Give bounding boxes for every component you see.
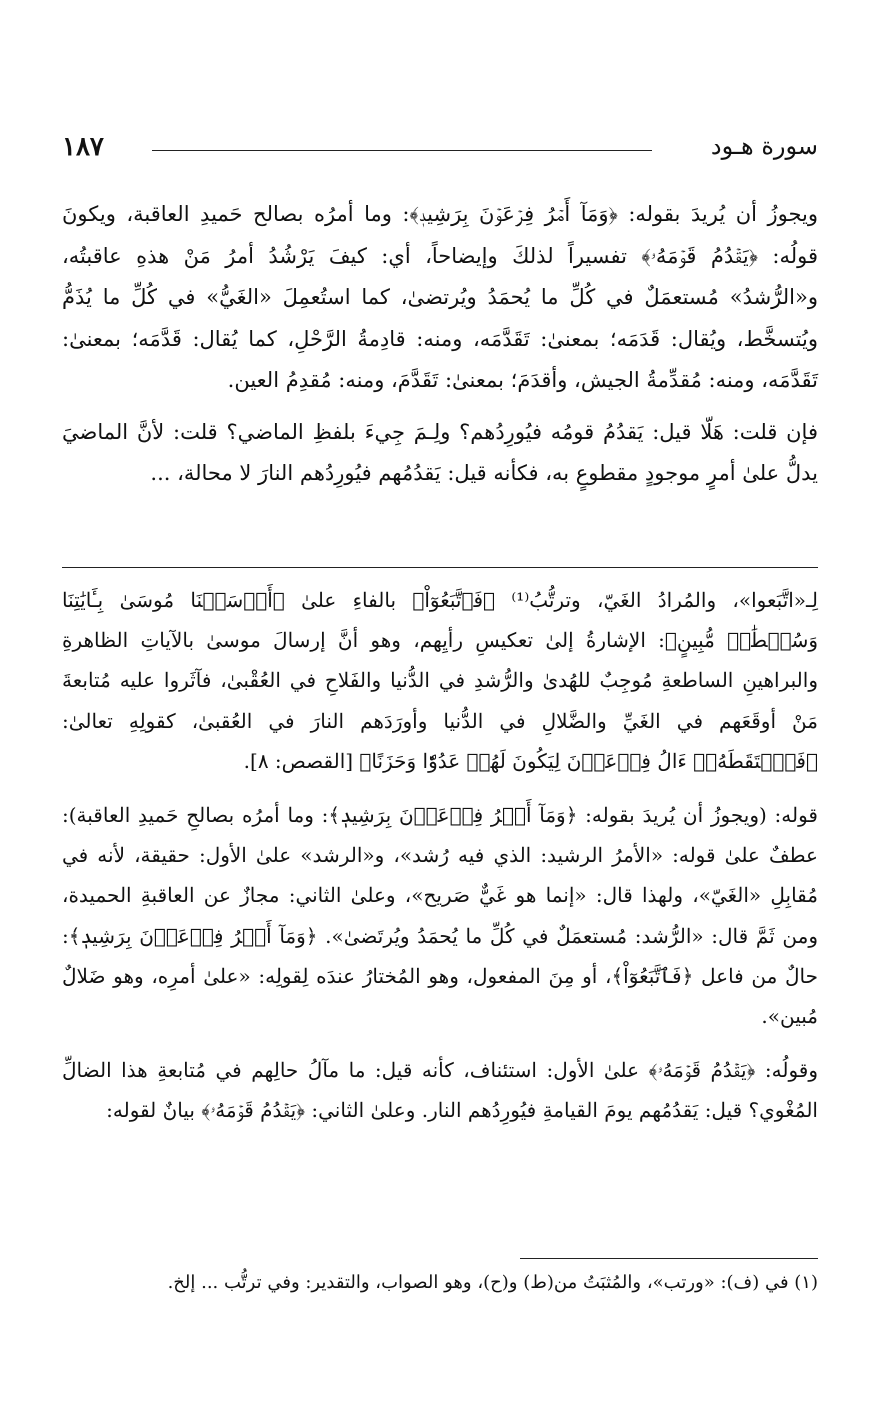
main-divider xyxy=(62,567,818,568)
commentary-paragraph-3: وقولُه: ﴿يَقۡدُمُ قَوۡمَهُۥ﴾ علىٰ الأول: استئناف، كأنه قيل: ما مآلُ حالِهم في مُتابعةِ هذا الضالِّ المُغْوي؟ قيل: يَقدُمُهم يومَ القيامةِ فيُورِدُهم النار. وعلىٰ الثاني: ﴿يَقۡدُمُ قَوۡمَهُۥ﴾ بيانٌ لقوله: xyxy=(62,1058,818,1123)
main-paragraph-1: ويجوزُ أن يُريدَ بقوله: ﴿وَمَآ أَمۡرُ فِرۡعَوۡنَ بِرَشِيدٖ﴾: وما أمرُه بصالح حَميدِ العاقبة، ويكونَ قولُه: ﴿يَقۡدُمُ قَوۡمَهُۥ﴾ تفسيراً لذلكَ وإيضاحاً، أي: كيفَ يَرْشُدُ أمرُ مَنْ هذهِ عاقبتُه، و«الرُّشدُ» مُستعمَلٌ في كُلِّ ما يُحمَدُ ويُرتضىٰ، كما استُعمِلَ «الغَيُّ» في كُلِّ ما يُذَمُّ ويُتسخَّط، ويُقال: قَدَمَه؛ بمعنىٰ: تَقَدَّمَه، ومنه: قادِمةُ الرَّحْلِ، كما يُقال: قَدَّمَه؛ بمعنىٰ: تَقَدَّمَه، ومنه: مُقدِّمةُ الجيش، وأقدَمَ؛ بمعنىٰ: تَقَدَّمَ، ومنه: مُقدِمُ العين. xyxy=(62,202,818,392)
header-rule xyxy=(152,150,652,151)
main-paragraph-2: فإن قلت: هَلّا قيل: يَقدُمُ قومُه فيُورِدُهم؟ ولِـمَ جِيءَ بلفظِ الماضي؟ قلت: لأنَّ الماضيَ يدلُّ علىٰ أمرٍ موجودٍ مقطوعٍ به، فكأنه قيل: يَقدُمُهم فيُورِدُهم النارَ لا محالة، ... xyxy=(62,419,818,485)
commentary-paragraph-2: قوله: (ويجوزُ أن يُريدَ بقوله: ﴿وَمَآ أَمۡرُ فِرۡعَوۡنَ بِرَشِيدٖ﴾: وما أمرُه بصالحِ حَميدِ العاقبة): عطفٌ علىٰ قوله: «الأمرُ الرشيد: الذي فيه رُشد»، و«الرشد» علىٰ الأول: حقيقة، لأنه في مُقابِلِ «الغَيّ»، ولهذا قال: «إنما هو غَيٌّ صَريح»، وعلىٰ الثاني: مجازٌ عن العاقبةِ الحميدة، ومن ثَمَّ قال: «الرُّشد: مُستعمَلٌ في كُلِّ ما يُحمَدُ ويُرتَضىٰ». ﴿وَمَآ أَمۡرُ فِرۡعَوۡنَ بِرَشِيدٖ﴾: حالٌ من فاعل ﴿فَٱتَّبَعُوٓاْ﴾، أو مِنَ المفعول، وهو المُختارُ عندَه لِقولِه: «علىٰ أمرِه، وهو ضَلالٌ مُبين». xyxy=(62,803,818,1029)
surah-title: سورة هـود xyxy=(710,132,818,160)
footnote xyxy=(62,1268,818,1298)
page-number: ١٨٧ xyxy=(62,132,104,162)
commentary-text xyxy=(62,580,818,1131)
footnote-rule xyxy=(520,1258,818,1259)
footnote-text: (١) في (ف): «ورتب»، والمُثبَتُ من(ط) و(ح)، وهو الصواب، والتقدير: وفي ترتُّب ... إلخ. xyxy=(167,1272,818,1293)
page-header xyxy=(62,132,818,168)
main-text xyxy=(62,194,818,495)
commentary-paragraph-1: لِـ«اتَّبَعوا»، والمُرادُ الغَيّ، وترتُّبُ⁽¹⁾ ﴿فَٱتَّبَعُوٓاْ﴾ بالفاءِ علىٰ ﴿أَرۡسَلۡنَا مُوسَىٰ بِـَٔايَٰتِنَا وَسُلۡطَٰنٖ مُّبِينٍ﴾: الإشارةُ إلىٰ تعكيسِ رأيِهم، وهو أنَّ إرسالَ موسىٰ بالآياتِ الظاهرةِ والبراهينِ الساطعةِ مُوجِبٌ للهُدىٰ والرُّشدِ في الدُّنيا والفَلاحِ في العُقْبىٰ، فآثَروا عليه مُتابعةَ مَنْ أوقَعَهم في الغَيِّ والضَّلالِ في الدُّنيا وأورَدَهم النارَ في العُقبىٰ، كقولِهِ تعالىٰ: ﴿فَٱلۡتَقَطَهُۥٓ ءَالُ فِرۡعَوۡنَ لِيَكُونَ لَهُمۡ عَدُوّٗا وَحَزَنًا﴾ [القصص: ٨]. xyxy=(62,588,819,773)
